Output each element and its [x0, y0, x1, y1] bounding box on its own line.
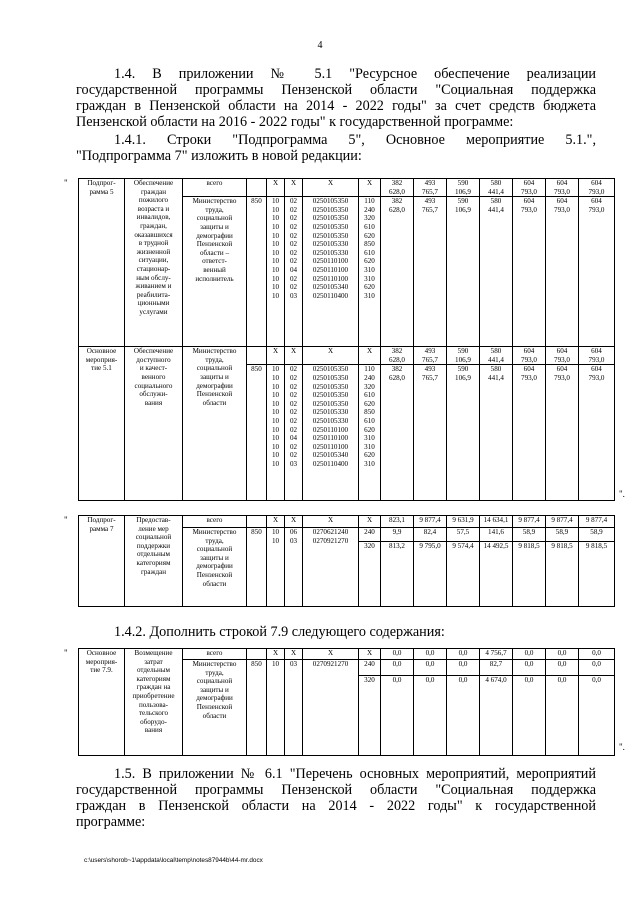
value-cell: 604 793,0: [546, 365, 579, 501]
pr: 02 02 02 02 02 02 02 02 04 02 02 03: [285, 197, 303, 347]
grbs: 850: [247, 528, 267, 607]
paragraph-line: граждан в Пензенской области на 2014 - 2022 годы" к государственной: [76, 798, 596, 814]
value-cell: 0,0: [546, 676, 579, 756]
grbs: 850: [247, 365, 267, 501]
executor: Министерство труда, социальной защиты и демографии Пензенской области: [183, 528, 247, 607]
value-cell: 604 793,0: [579, 197, 615, 347]
paragraph-1-4: [76, 66, 596, 130]
value-cell: 0,0: [546, 649, 579, 660]
value-cell: 493 765,7: [414, 179, 447, 197]
value-cell: 493 765,7: [414, 197, 447, 347]
rz: 10 10 10 10 10 10 10 10 10 10 10 10: [267, 365, 285, 501]
value-cell: 4 674,0: [480, 676, 513, 756]
value-cell: 580 441,4: [480, 179, 513, 197]
cell: Х: [359, 516, 381, 528]
value-cell: 590 106,9: [447, 365, 480, 501]
cell: [247, 179, 267, 197]
resource-table-2: [78, 515, 615, 607]
value-cell: 382 628,0: [381, 179, 414, 197]
value-cell: 493 765,7: [414, 347, 447, 365]
value-cell: 9 877,4: [414, 516, 447, 528]
paragraph-1-4-1: [76, 132, 596, 164]
value-cell: 141,6: [480, 528, 513, 542]
paragraph-line: государственной программы Пензенской области "Социальная поддержка: [76, 782, 596, 798]
cell: Х: [267, 649, 285, 660]
quote-open: ": [64, 515, 68, 525]
value-cell: 0,0: [513, 649, 546, 660]
rz: 10 10: [267, 528, 285, 607]
cell: [247, 516, 267, 528]
csr: 0270921270: [303, 660, 359, 756]
value-cell: 580 441,4: [480, 197, 513, 347]
paragraph-1-4-2: [76, 624, 596, 640]
value-cell: 604 793,0: [546, 179, 579, 197]
executor: Министерство труда, социальной защиты и демографии Пензенской области – ответст- венный исполнитель: [183, 197, 247, 347]
value-cell: 0,0: [414, 676, 447, 756]
vr: 110 240 320 610 620 850 610 620 310 310 620 310: [359, 365, 381, 501]
page-number: 4: [317, 40, 323, 51]
value-cell: 604 793,0: [513, 365, 546, 501]
csr: 0270621240 0270921270: [303, 528, 359, 607]
value-cell: 9 818,5: [513, 542, 546, 607]
paragraph-1-5: [76, 766, 596, 830]
vr: 110 240 320 610 620 850 610 620 310 310 620 310: [359, 197, 381, 347]
value-cell: 604 793,0: [579, 179, 615, 197]
value-cell: 9 877,4: [546, 516, 579, 528]
quote-close: ".: [619, 742, 625, 752]
cell: Х: [285, 516, 303, 528]
value-cell: 82,7: [480, 660, 513, 676]
value-cell: 0,0: [447, 649, 480, 660]
value-cell: 0,0: [513, 676, 546, 756]
cell: Х: [267, 347, 285, 365]
row-name: Основное мероприя- тие 7.9.: [79, 649, 125, 756]
resource-table-3: [78, 648, 615, 756]
value-cell: 0,0: [381, 676, 414, 756]
value-cell: 82,4: [414, 528, 447, 542]
table-row: [79, 516, 615, 528]
value-cell: 604 793,0: [579, 347, 615, 365]
value-cell: 9 877,4: [579, 516, 615, 528]
cell: Х: [359, 649, 381, 660]
cell: Х: [303, 516, 359, 528]
rz: 10 10 10 10 10 10 10 10 10 10 10 10: [267, 197, 285, 347]
total-label: всего: [183, 179, 247, 197]
value-cell: 0,0: [381, 649, 414, 660]
cell: Х: [359, 347, 381, 365]
row-name: Подпрог- рамма 7: [79, 516, 125, 607]
paragraph-line: граждан в Пензенской области на 2014 - 2022 годы" за счет средств бюджета: [76, 98, 596, 114]
value-cell: 9 818,5: [579, 542, 615, 607]
value-cell: 382 628,0: [381, 365, 414, 501]
grbs: 850: [247, 660, 267, 756]
value-cell: 604 793,0: [513, 347, 546, 365]
cell: Х: [267, 516, 285, 528]
value-cell: 0,0: [414, 649, 447, 660]
total-label: всего: [183, 649, 247, 660]
value-cell: 9 631,9: [447, 516, 480, 528]
value-cell: 590 106,9: [447, 197, 480, 347]
cell: [247, 649, 267, 660]
vr: 320: [359, 676, 381, 756]
cell: Х: [303, 649, 359, 660]
paragraph-line: программе:: [76, 814, 146, 830]
row-description: Обеспечение доступного и качест- венного социального обслужи- вания: [125, 347, 183, 501]
cell: Х: [285, 179, 303, 197]
executor: Министерство труда, социальной защиты и демографии Пензенской области: [183, 660, 247, 756]
paragraph-line: 1.5. В приложении № 6.1 "Перечень основных мероприятий, мероприятий: [114, 766, 596, 782]
value-cell: 0,0: [381, 660, 414, 676]
csr: 0250105350 0250105350 0250105350 0250105350 0250105350 0250105330 0250105330 0250110100 0250110100 0250110100 0250105340 0250110400: [303, 197, 359, 347]
value-cell: 9 574,4: [447, 542, 480, 607]
quote-close: ".: [619, 489, 625, 499]
cell: Х: [303, 179, 359, 197]
cell: Х: [285, 649, 303, 660]
table-row: [79, 179, 615, 197]
csr: 0250105350 0250105350 0250105350 0250105350 0250105350 0250105330 0250105330 0250110100 0250110100 0250110100 0250105340 0250110400: [303, 365, 359, 501]
value-cell: 604 793,0: [513, 197, 546, 347]
value-cell: 493 765,7: [414, 365, 447, 501]
paragraph-line: 1.4.1. Строки "Подпрограмма 5", Основное мероприятие 5.1.",: [114, 132, 596, 148]
row-description: Обеспечение граждан пожилого возраста и инвалидов, граждан, оказавшихся в трудной жизненной ситуации, стационар- ным обслу- живанием и реабилита- ционными услугами: [125, 179, 183, 347]
paragraph-line: государственной программы Пензенской области "Социальная поддержка: [76, 82, 596, 98]
cell: Х: [267, 179, 285, 197]
value-cell: 590 106,9: [447, 179, 480, 197]
quote-open: ": [64, 178, 68, 188]
value-cell: 58,9: [579, 528, 615, 542]
cell: Х: [303, 347, 359, 365]
rz: 10: [267, 660, 285, 756]
value-cell: 9 795,0: [414, 542, 447, 607]
quote-open: ": [64, 648, 68, 658]
paragraph-line: 1.4.2. Дополнить строкой 7.9 следующего содержания:: [114, 624, 445, 640]
cell: Х: [285, 347, 303, 365]
value-cell: 823,1: [381, 516, 414, 528]
row-description: Возмещение затрат отдельным категориям граждан на приобретение пользова- тельского оборудо- вания: [125, 649, 183, 756]
value-cell: 580 441,4: [480, 347, 513, 365]
value-cell: 590 106,9: [447, 347, 480, 365]
value-cell: 58,9: [546, 528, 579, 542]
vr: 240: [359, 660, 381, 676]
grbs: 850: [247, 197, 267, 347]
value-cell: 0,0: [414, 660, 447, 676]
value-cell: 9,9: [381, 528, 414, 542]
value-cell: 0,0: [447, 676, 480, 756]
vr: 240: [359, 528, 381, 542]
value-cell: 14 634,1: [480, 516, 513, 528]
value-cell: 604 793,0: [546, 197, 579, 347]
table-row: [79, 347, 615, 365]
footer-file-path: c:\users\shorob~1\appdata\local\temp\notes87944b\44-mr.docx: [84, 857, 263, 864]
value-cell: 813,2: [381, 542, 414, 607]
total-label: всего: [183, 516, 247, 528]
pr: 03: [285, 660, 303, 756]
value-cell: 382 628,0: [381, 347, 414, 365]
row-name: Подпрог- рамма 5: [79, 179, 125, 347]
paragraph-line: "Подпрограмма 7" изложить в новой редакции:: [76, 148, 362, 164]
value-cell: 580 441,4: [480, 365, 513, 501]
value-cell: 58,9: [513, 528, 546, 542]
value-cell: 604 793,0: [579, 365, 615, 501]
paragraph-line: Пензенской области на 2016 - 2022 годы" к государственной программе:: [76, 114, 514, 130]
cell: Х: [359, 179, 381, 197]
value-cell: 0,0: [579, 676, 615, 756]
executor: Министерство труда, социальной защиты и демографии Пензенской области: [183, 347, 247, 501]
resource-table-1: [78, 178, 615, 501]
row-description: Предостав- ление мер социальной поддержки отдельным категориям граждан: [125, 516, 183, 607]
pr: 02 02 02 02 02 02 02 02 04 02 02 03: [285, 365, 303, 501]
vr: 320: [359, 542, 381, 607]
value-cell: 9 818,5: [546, 542, 579, 607]
value-cell: 4 756,7: [480, 649, 513, 660]
value-cell: 9 877,4: [513, 516, 546, 528]
table-row: [79, 649, 615, 660]
pr: 06 03: [285, 528, 303, 607]
value-cell: 0,0: [579, 660, 615, 676]
value-cell: 604 793,0: [546, 347, 579, 365]
value-cell: 0,0: [447, 660, 480, 676]
cell: [247, 347, 267, 365]
value-cell: 0,0: [546, 660, 579, 676]
row-name: Основное мероприя- тие 5.1: [79, 347, 125, 501]
paragraph-line: 1.4. В приложении № 5.1 "Ресурсное обеспечение реализации: [114, 66, 596, 82]
value-cell: 14 492,5: [480, 542, 513, 607]
value-cell: 0,0: [513, 660, 546, 676]
value-cell: 57,5: [447, 528, 480, 542]
value-cell: 0,0: [579, 649, 615, 660]
value-cell: 382 628,0: [381, 197, 414, 347]
value-cell: 604 793,0: [513, 179, 546, 197]
